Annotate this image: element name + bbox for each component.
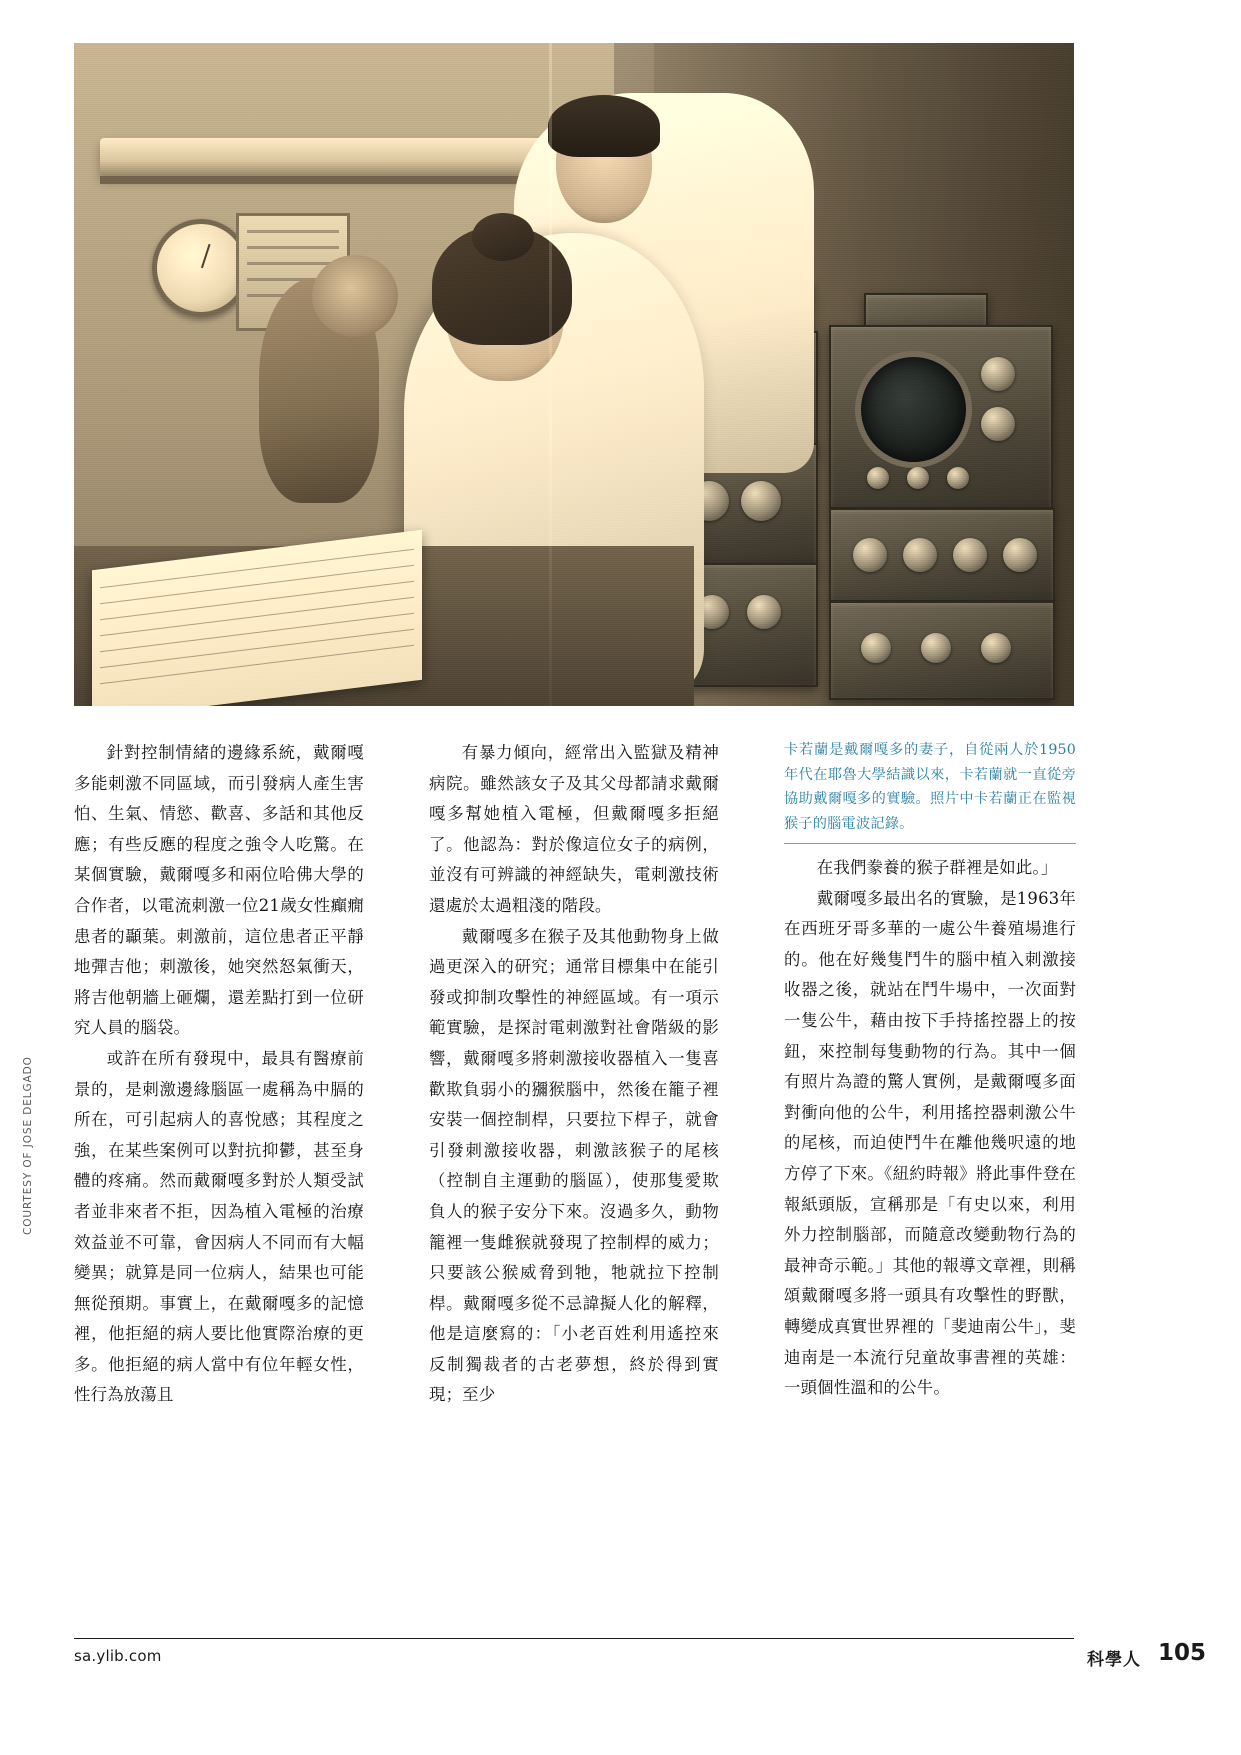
- article-body: [74, 738, 1074, 1418]
- paragraph: 在我們豢養的猴子群裡是如此。」: [816, 858, 1058, 877]
- article-photo: [74, 43, 1074, 706]
- footer-divider: [74, 1638, 1074, 1639]
- photo-credit: COURTESY OF JOSE DELGADO: [22, 1056, 34, 1235]
- paragraph: 針對控制情緒的邊緣系統，戴爾嘎多能刺激不同區域，而引發病人產生害怕、生氣、情慾、歡喜、多話和其他反應；有些反應的程度之強令人吃驚。在某個實驗，戴爾嘎多和兩位哈佛大學的合作者，以電流刺激一位21歲女性癲癇患者的顳葉。刺激前，這位患者正平靜地彈吉他；刺激後，她突然怒氣衝天，將吉他朝牆上砸爛，還差點打到一位研究人員的腦袋。: [74, 743, 364, 1038]
- footer-url[interactable]: sa.ylib.com: [74, 1647, 162, 1665]
- body-column-2: [429, 738, 719, 1411]
- photo-caption-text: 卡若蘭是戴爾嘎多的妻子，自從兩人於1950年代在耶魯大學結識以來，卡若蘭就一直從旁協助戴爾嘎多的實驗。照片中卡若蘭正在監視猴子的腦電波記錄。: [784, 742, 1076, 832]
- caption-divider: [784, 843, 1076, 844]
- body-column-3: [784, 853, 1076, 1404]
- photo-caption: [784, 738, 1076, 836]
- body-column-1: [74, 738, 364, 1411]
- paragraph: 戴爾嘎多在猴子及其他動物身上做過更深入的研究；通常目標集中在能引發或抑制攻擊性的神經區域。有一項示範實驗，是探討電刺激對社會階級的影響，戴爾嘎多將刺激接收器植入一隻喜歡欺負弱小的獼猴腦中，然後在籠子裡安裝一個控制桿，只要拉下桿子，就會引發刺激接收器，刺激該猴子的尾核（控制自主運動的腦區），使那隻愛欺負人的猴子安分下來。沒過多久，動物籠裡一隻雌猴就發現了控制桿的威力；只要該公猴威脅到牠，牠就拉下控制桿。戴爾嘎多從不忌諱擬人化的解釋，他是這麼寫的：「小老百姓利用遙控來反制獨裁者的古老夢想，終於得到實現；至少: [429, 926, 719, 1405]
- footer-magazine-name: 科學人: [1087, 1650, 1141, 1670]
- paragraph: 戴爾嘎多最出名的實驗，是1963年在西班牙哥多華的一處公牛養殖場進行的。他在好幾隻鬥牛的腦中植入刺激接收器之後，就站在鬥牛場中，一次面對一隻公牛，藉由按下手持搖控器上的按鈕，來控制每隻動物的行為。其中一個有照片為證的驚人實例，是戴爾嘎多面對衝向他的公牛，利用搖控器刺激公牛的尾核，而迫使鬥牛在離他幾呎遠的地方停了下來。《紐約時報》將此事件登在報紙頭版，宣稱那是「有史以來，利用外力控制腦部，而隨意改變動物行為的最神奇示範。」其他的報導文章裡，則稱頌戴爾嘎多將一頭具有攻擊性的野獸，轉變成真實世界裡的「斐迪南公牛」，斐迪南是一本流行兒童故事書裡的英雄：一頭個性溫和的公牛。: [784, 888, 1076, 1398]
- photo-image: [74, 43, 1074, 706]
- paragraph: 有暴力傾向，經常出入監獄及精神病院。雖然該女子及其父母都請求戴爾嘎多幫她植入電極，但戴爾嘎多拒絕了。他認為：對於像這位女子的病例，並沒有可辨識的神經缺失，電刺激技術還處於太過粗淺的階段。: [429, 743, 719, 915]
- paragraph: 或許在所有發現中，最具有醫療前景的，是刺激邊緣腦區一處稱為中膈的所在，可引起病人的喜悅感；其程度之強，在某些案例可以對抗抑鬱，甚至身體的疼痛。然而戴爾嘎多對於人類受試者並非來者不拒，因為植入電極的治療效益並不可靠，會因病人不同而有大幅變異；就算是同一位病人，結果也可能無從預期。事實上，在戴爾嘎多的記憶裡，他拒絕的病人要比他實際治療的更多。他拒絕的病人當中有位年輕女性，性行為放蕩且: [74, 1048, 364, 1405]
- page-number: 105: [1157, 1640, 1206, 1666]
